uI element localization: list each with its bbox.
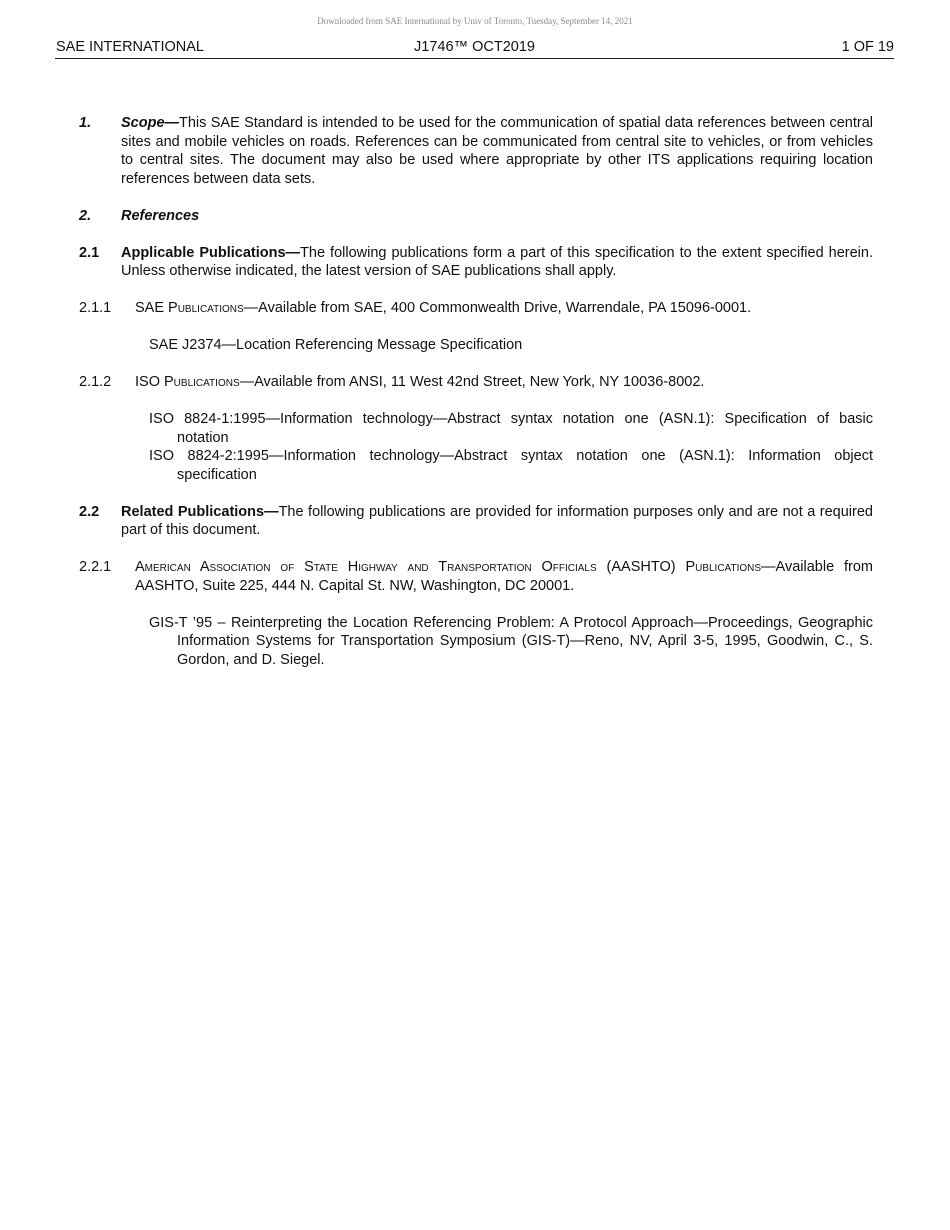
subsection-title-abbrev: (AASHTO) — [596, 559, 686, 575]
header-document-id: J1746™ OCT2019 — [414, 39, 535, 55]
section-applicable-publications — [79, 244, 873, 281]
section-number: 2. — [79, 207, 92, 224]
section-references — [79, 207, 873, 226]
section-title: Scope— — [121, 115, 180, 131]
page-header — [55, 38, 894, 59]
reference-item: SAE J2374—Location Referencing Message Specification — [149, 337, 523, 353]
subsection-title: ISO Publications — [135, 374, 240, 390]
subsection-iso-publications — [79, 373, 873, 392]
reference-item: ISO 8824-1:1995—Information technology—Abstract syntax notation one (ASN.1): Specification of basic notation — [149, 411, 873, 446]
document-body — [79, 114, 873, 669]
header-page-number: 1 OF 19 — [841, 39, 894, 55]
section-text: The following publications form a part of this specification to the extent specified herein. Unless otherwise indicated, the latest version of SAE publications shall apply. — [121, 244, 873, 279]
subsection-title: SAE Publications — [135, 300, 244, 316]
subsection-number: 2.1.1 — [79, 300, 112, 316]
subsection-title-end: Publications — [685, 559, 762, 575]
section-number: 1. — [79, 115, 92, 131]
section-title: Related Publications— — [121, 503, 279, 520]
subsection-aashto-publications — [79, 558, 873, 595]
subsection-text: —Available from AASHTO, Suite 225, 444 N. Capital St. NW, Washington, DC 20001. — [135, 559, 874, 594]
section-text: This SAE Standard is intended to be used for the communication of spatial data references between central sites and mobile vehicles on roads. References can be communicated from central site to vehicles, or from vehicles to central sites. The document may also be used where appropriate by other ITS applications requiring location references between data sets. — [121, 115, 873, 187]
section-title: References — [121, 207, 200, 224]
section-title: Applicable Publications— — [121, 244, 301, 261]
subsection-text: —Available from ANSI, 11 West 42nd Street, New York, NY 10036-8002. — [239, 374, 705, 390]
reference-item: ISO 8824-2:1995—Information technology—Abstract syntax notation one (ASN.1): Information object specification — [149, 448, 873, 483]
download-watermark: Downloaded from SAE International by Univ of Toronto, Tuesday, September 14, 2021 — [317, 16, 633, 26]
section-number: 2.1 — [79, 244, 100, 261]
subsection-number: 2.2.1 — [79, 559, 112, 575]
section-text: The following publications are provided for information purposes only and are not a required part of this document. — [121, 503, 873, 538]
subsection-title: American Association of State Highway and Transportation Officials — [135, 559, 597, 575]
header-organization: SAE INTERNATIONAL — [56, 39, 204, 55]
section-related-publications — [79, 503, 873, 540]
subsection-sae-publications — [79, 299, 873, 318]
section-number: 2.2 — [79, 503, 100, 520]
subsection-text: —Available from SAE, 400 Commonwealth Drive, Warrendale, PA 15096-0001. — [243, 300, 752, 316]
section-scope — [79, 114, 873, 188]
reference-item: GIS-T ’95 – Reinterpreting the Location Referencing Problem: A Protocol Approach—Proceedings, Geographic Information Systems for Transportation Symposium (GIS-T)—Reno, NV, April 3-5, 1995, Goodwin, C., S. Gordon, and D. Siegel. — [149, 614, 873, 668]
subsection-number: 2.1.2 — [79, 374, 112, 390]
